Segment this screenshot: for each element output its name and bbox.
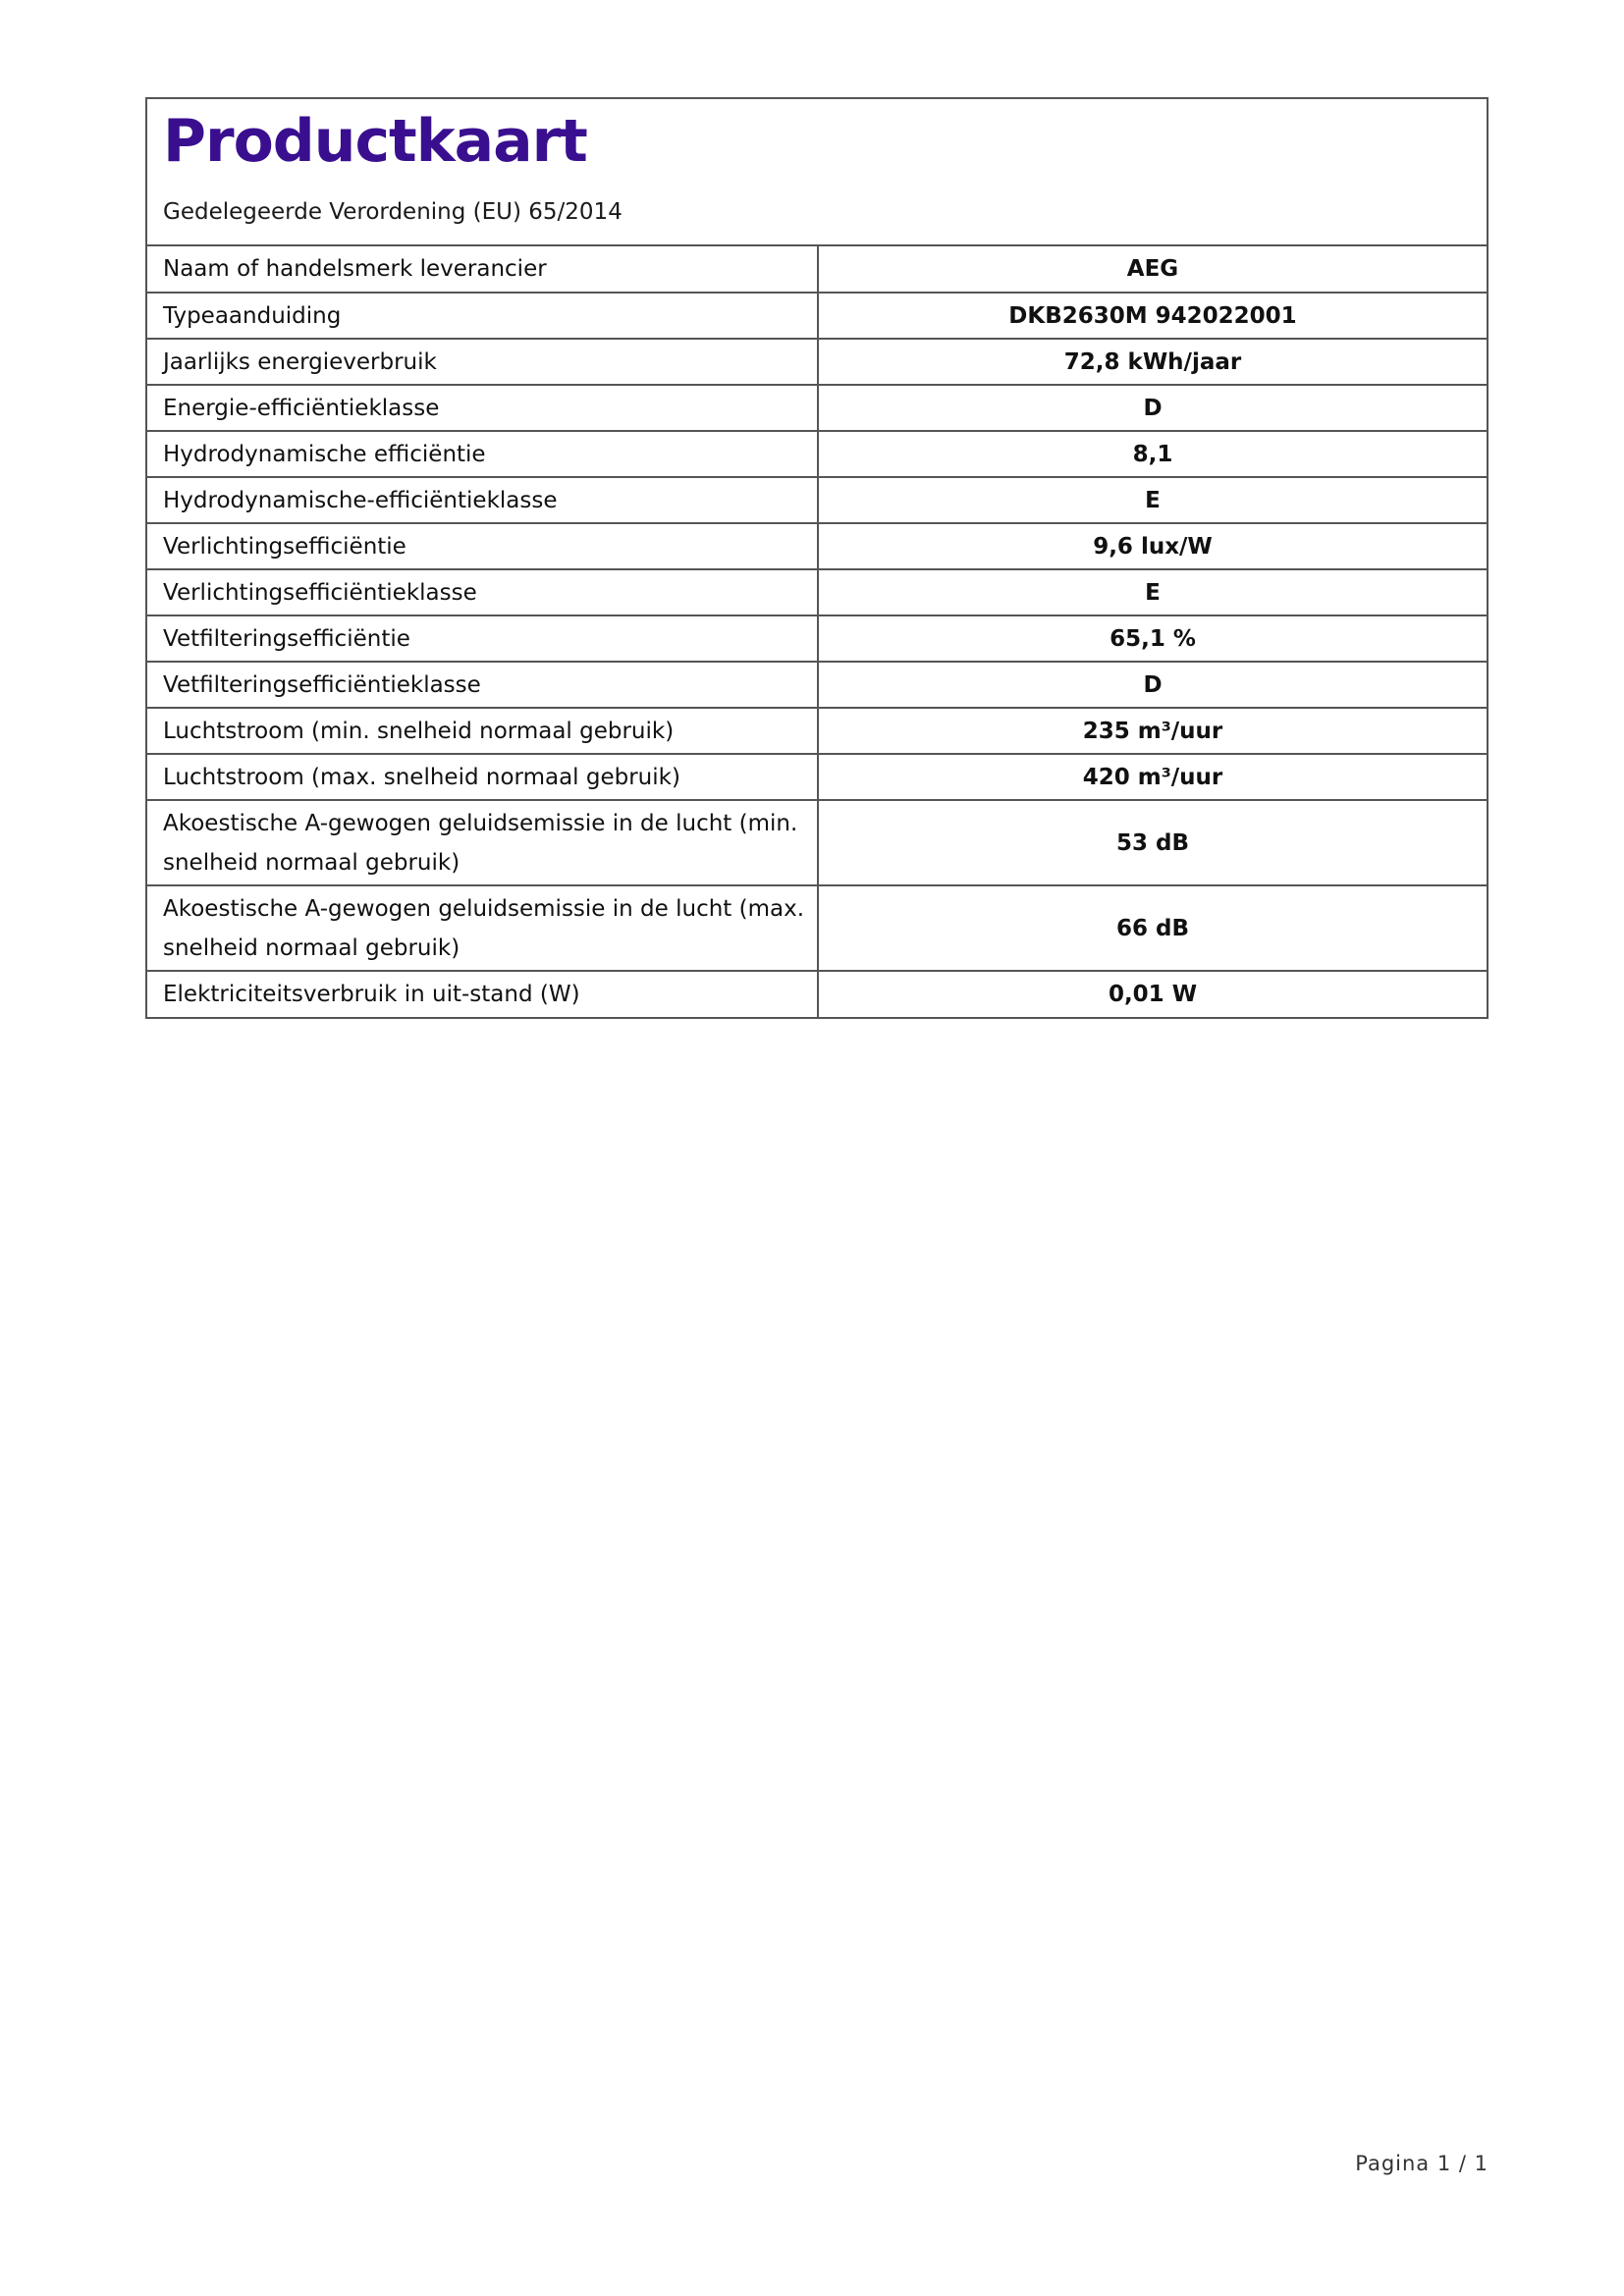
table-row	[147, 523, 1487, 569]
row-value: D	[818, 662, 1487, 708]
row-value: DKB2630M 942022001	[818, 293, 1487, 339]
regulation-subtitle: Gedelegeerde Verordening (EU) 65/2014	[163, 199, 623, 225]
row-label: Naam of handelsmerk leverancier	[147, 246, 818, 293]
row-value: AEG	[1126, 256, 1179, 282]
page-title: Productkaart	[163, 107, 587, 176]
row-value: D	[818, 385, 1487, 431]
row-value: 66 dB	[818, 885, 1487, 971]
product-sheet	[145, 97, 1489, 1019]
table-row	[147, 971, 1487, 1017]
page-number: Pagina 1 / 1	[1355, 2152, 1489, 2175]
row-value: 9,6 lux/W	[818, 523, 1487, 569]
row-value: 8,1	[818, 431, 1487, 477]
table-row	[147, 431, 1487, 477]
table-row	[147, 339, 1487, 385]
table-row	[147, 754, 1487, 800]
row-label: Energie-efficiëntieklasse	[147, 385, 818, 431]
row-label: Luchtstroom (max. snelheid normaal gebruik)	[147, 754, 818, 800]
row-value: E	[818, 477, 1487, 523]
table-row	[147, 800, 1487, 885]
row-label: Vetfilteringsefficiëntieklasse	[147, 662, 818, 708]
row-label: Elektriciteitsverbruik in uit-stand (W)	[147, 971, 818, 1017]
product-data-table	[147, 246, 1487, 1017]
table-row	[147, 293, 1487, 339]
row-label: Verlichtingsefficiëntie	[147, 523, 818, 569]
row-label: Hydrodynamische efficiëntie	[147, 431, 818, 477]
table-row	[147, 246, 1487, 293]
row-label: Typeaanduiding	[147, 293, 818, 339]
row-value: E	[818, 569, 1487, 615]
table-row	[147, 615, 1487, 662]
row-value: 65,1 %	[818, 615, 1487, 662]
row-value: 420 m³/uur	[818, 754, 1487, 800]
table-row	[147, 477, 1487, 523]
row-value: 0,01 W	[818, 971, 1487, 1017]
table-row	[147, 569, 1487, 615]
row-label: Jaarlijks energieverbruik	[147, 339, 818, 385]
row-value: 53 dB	[818, 800, 1487, 885]
row-label: Vetfilteringsefficiëntie	[147, 615, 818, 662]
row-label: Verlichtingsefficiëntieklasse	[147, 569, 818, 615]
row-value: 235 m³/uur	[818, 708, 1487, 754]
table-row	[147, 885, 1487, 971]
row-label: Akoestische A-gewogen geluidsemissie in de lucht (min. snelheid normaal gebruik)	[147, 800, 818, 885]
row-label: Hydrodynamische-efficiëntieklasse	[147, 477, 818, 523]
sheet-header	[147, 99, 1487, 246]
row-label: Luchtstroom (min. snelheid normaal gebruik)	[147, 708, 818, 754]
table-row	[147, 708, 1487, 754]
table-row	[147, 385, 1487, 431]
table-row	[147, 662, 1487, 708]
row-label: Akoestische A-gewogen geluidsemissie in de lucht (max. snelheid normaal gebruik)	[147, 885, 818, 971]
row-value: 72,8 kWh/jaar	[818, 339, 1487, 385]
